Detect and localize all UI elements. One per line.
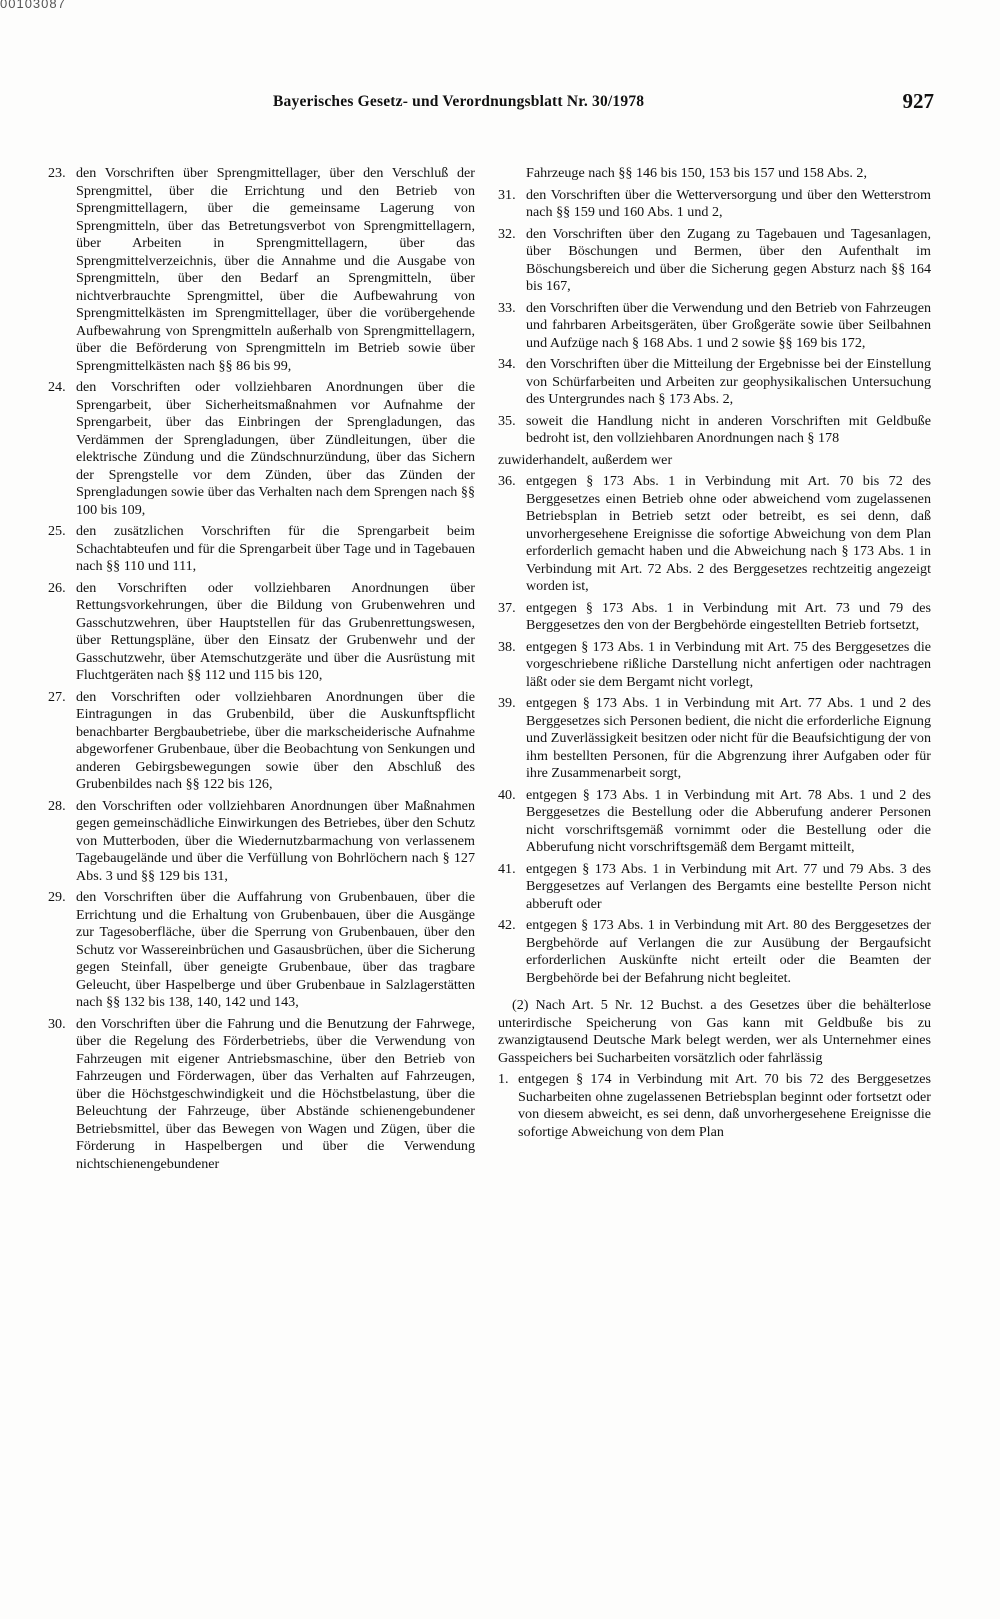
list-item: 33. den Vorschriften über die Verwendung und den Betrieb von Fahrzeugen und fahrbaren Arbeitsgeräten, über Großgeräte sowie über Seilbahnen und Aufzüge nach § 168 Abs. 1 und 2 sowie §§ 169 bis 172, (498, 299, 931, 351)
list-item: 27. den Vorschriften oder vollziehbaren Anordnungen über die Eintragungen in das Grubenbild, über die Auskunftspflicht benachbarter Bergbaubetriebe, über die markscheiderische Aufnahme abgeworfener Grubenbaue, über die Beobachtung von Senkungen und anderen Gebirgsbewegungen sowie über den Abschluß des Grubenbildes nach §§ 122 bis 126, (48, 688, 475, 792)
list-item: 28. den Vorschriften oder vollziehbaren Anordnungen über Maßnahmen gegen gemeinschädliche Einwirkungen des Betriebes, über den Schutz von Mutterboden, über die Wiedernutzbarmachung von verlassenem Tagebaugelände und über die Verfüllung von Bohrlöchern nach § 127 Abs. 3 und §§ 129 bis 131, (48, 797, 475, 884)
right-column (498, 165, 931, 1145)
page-number: 927 (902, 89, 934, 113)
left-column (48, 165, 475, 1177)
list-item: 35. soweit die Handlung nicht in anderen Vorschriften mit Geldbuße bedroht ist, den vollziehbaren Anordnungen nach § 178 (498, 412, 931, 446)
list-item: 24. den Vorschriften oder vollziehbaren Anordnungen über die Sprengarbeit, über Sicherheitsmaßnahmen vor Aufnahme der Sprengarbeit, über das Einbringen der Sprengladungen, das Verdämmen der Sprengladungen, über Zündleitungen, über die elektrische Zündung und die Zündschnurzündung, über das Sichern der Sprengstelle vor dem Zünden, über das Zünden der Sprengladungen sowie über das Verhalten nach dem Sprengen nach §§ 100 bis 109, (48, 379, 475, 518)
list-item: 26. den Vorschriften oder vollziehbaren Anordnungen über Rettungsvorkehrungen, über die Bildung von Grubenwehren und Gasschutzwehren, über Hauptstellen für das Grubenrettungswesen, über Rettungspläne, über den Einsatz der Grubenwehr und der Gasschutzwehr, über Atemschutzgeräte und über die Ausrüstung mit Fluchtgeräten nach §§ 112 und 115 bis 120, (48, 579, 475, 683)
list-item: 42. entgegen § 173 Abs. 1 in Verbindung mit Art. 80 des Berggesetzes der Bergbehörde auf Verlangen die zur Ausübung der Bergaufsicht erforderlichen Auskünfte nicht erteilt oder die Beamten der Bergbehörde bei der Befahrung nicht begleitet. (498, 917, 931, 986)
list-item: 34. den Vorschriften über die Mitteilung der Ergebnisse bei der Einstellung von Schürfarbeiten und Arbeiten zur geophysikalischen Untersuchung des Untergrundes nach § 173 Abs. 2, (498, 356, 931, 407)
list-item: 36. entgegen § 173 Abs. 1 in Verbindung mit Art. 70 bis 72 des Berggesetzes einen Betrieb ohne oder abweichend vom zugelassenen Betriebsplan in Betrieb setzt oder betreibt, es sei denn, daß unvorhergesehene Ereignisse die sofortige Abweichung von dem Plan erforderlich gemacht haben und die Abweichung nach § 173 Abs. 1 in Verbindung mit Art. 72 Abs. 2 des Berggesetzes rechtzeitig angezeigt worden ist, (498, 473, 931, 594)
continued-item-text: Fahrzeuge nach §§ 146 bis 150, 153 bis 157 und 158 Abs. 2, (526, 165, 867, 181)
connecting-clause: zuwiderhandelt, außerdem wer (498, 451, 673, 468)
list-item: 32. den Vorschriften über den Zugang zu Tagebauen und Tagesanlagen, über Böschungen und Bermen, über den Aufenthalt im Böschungsbereich und über die Sicherung gegen Absturz nach §§ 164 bis 167, (498, 225, 931, 294)
paragraph-2: (2) Nach Art. 5 Nr. 12 Buchst. a des Gesetzes über die behälterlose unterirdische Speicherung von Gas kann mit Geldbuße bis zu zwanzigtausend Deutsche Mark belegt werden, wer als Unternehmer eines Gasspeichers bei Sucharbeiten vorsätzlich oder fahrlässig (498, 997, 931, 1066)
journal-title: Bayerisches Gesetz- und Verordnungsblatt Nr. 30/1978 (273, 93, 645, 110)
list-item: 30. den Vorschriften über die Fahrung und die Benutzung der Fahrwege, über die Regelung des Förderbetriebs, über die Verwendung von Fahrzeugen mit eigener Antriebsmaschine, über den Betrieb von Fahrzeugen und Förderwagen, über das Verhalten auf Fahrzeugen, über die Höchstgeschwindigkeit und die Höchstbelastung, über die Beleuchtung der Fahrzeuge, über Abstände schienengebundener Betriebsmittel, über das Bewegen von Wagen und Zügen, über die Förderung in Haspelbergen und über die Verwendung nichtschienengebundener (48, 1015, 475, 1172)
list-item: 41. entgegen § 173 Abs. 1 in Verbindung mit Art. 77 und 79 Abs. 3 des Berggesetzes auf Verlangen des Bergamts eine bestellte Person nicht abberuft oder (498, 860, 931, 912)
list-item: 29. den Vorschriften über die Auffahrung von Grubenbauen, über die Errichtung und die Erhaltung von Grubenbauen, über die Ausgänge zur Tagesoberfläche, über die Sperrung von Grubenbauen, über den Schutz vor Wassereinbrüchen und Gasausbrüchen, über die Sicherung gegen Steinfall, über geneigte Grubenbaue, über das tragbare Geleucht, über Haspelberge und über Grubenbaue in Salzlagerstätten nach §§ 132 bis 138, 140, 142 und 143, (48, 889, 475, 1010)
list-item: 38. entgegen § 173 Abs. 1 in Verbindung mit Art. 75 des Berggesetzes die vorgeschriebene rißliche Darstellung nicht anfertigen oder nachtragen läßt oder sie dem Bergamt nicht vorlegt, (498, 638, 931, 690)
list-item: 23. den Vorschriften über Sprengmittellager, über den Verschluß der Sprengmittel, über die Errichtung und den Betrieb von Sprengmittellagern, über die gemeinsame Lagerung von Sprengmitteln, über das Betretungsverbot von Sprengmittellagern, über Arbeiten in Sprengmittellagern, über das Sprengmittelverzeichnis, über die Annahme und die Ausgabe von Sprengmitteln, über den Bedarf an Sprengmitteln, über nichtverbrauchte Sprengmittel, über die Aufbewahrung von Sprengmittelkästen im Sprengmittellager, über die vorübergehende Aufbewahrung von Sprengmitteln außerhalb von Sprengmittellagern, über die Beförderung von Sprengmitteln im Betrieb sowie über Sprengmittelkästen nach §§ 86 bis 99, (48, 165, 475, 374)
list-item: 25. den zusätzlichen Vorschriften für die Sprengarbeit beim Schachtabteufen und für die Sprengarbeit über Tage und in Tagebauen nach §§ 110 und 111, (48, 523, 475, 574)
list-item: 31. den Vorschriften über die Wetterversorgung und über den Wetterstrom nach §§ 159 und 160 Abs. 1 und 2, (498, 186, 931, 220)
list-item: 40. entgegen § 173 Abs. 1 in Verbindung mit Art. 78 Abs. 1 und 2 des Berggesetzes die Bestellung oder die Abberufung anderer Personen nicht vorschriftsgemäß vornimmt oder die Bestellung oder die Abberufung nicht vorschriftsgemäß dem Bergamt mitteilt, (498, 786, 931, 855)
archive-stamp: 00103087 (0, 0, 66, 11)
list-item: 39. entgegen § 173 Abs. 1 in Verbindung mit Art. 77 Abs. 1 und 2 des Berggesetzes sich Personen bedient, die nicht die erforderliche Eignung und Zuverlässigkeit besitzen oder nicht für die Beaufsichtigung der von ihm bestellten Personen, für die Abgrenzung ihrer Aufgaben oder für ihre Zusammenarbeit sorgt, (498, 695, 931, 781)
list-item: 37. entgegen § 173 Abs. 1 in Verbindung mit Art. 73 und 79 des Berggesetzes den von der Bergbehörde eingestellten Betrieb fortsetzt, (498, 599, 931, 633)
sub-list-item: 1. entgegen § 174 in Verbindung mit Art. 70 bis 72 des Berggesetzes Sucharbeiten ohne zugelassenen Betriebsplan beginnt oder fortsetzt oder von diesem abweicht, es sei denn, daß unvorhergesehene Ereignisse die sofortige Abweichung von dem Plan (498, 1071, 931, 1140)
page-header (273, 89, 934, 115)
